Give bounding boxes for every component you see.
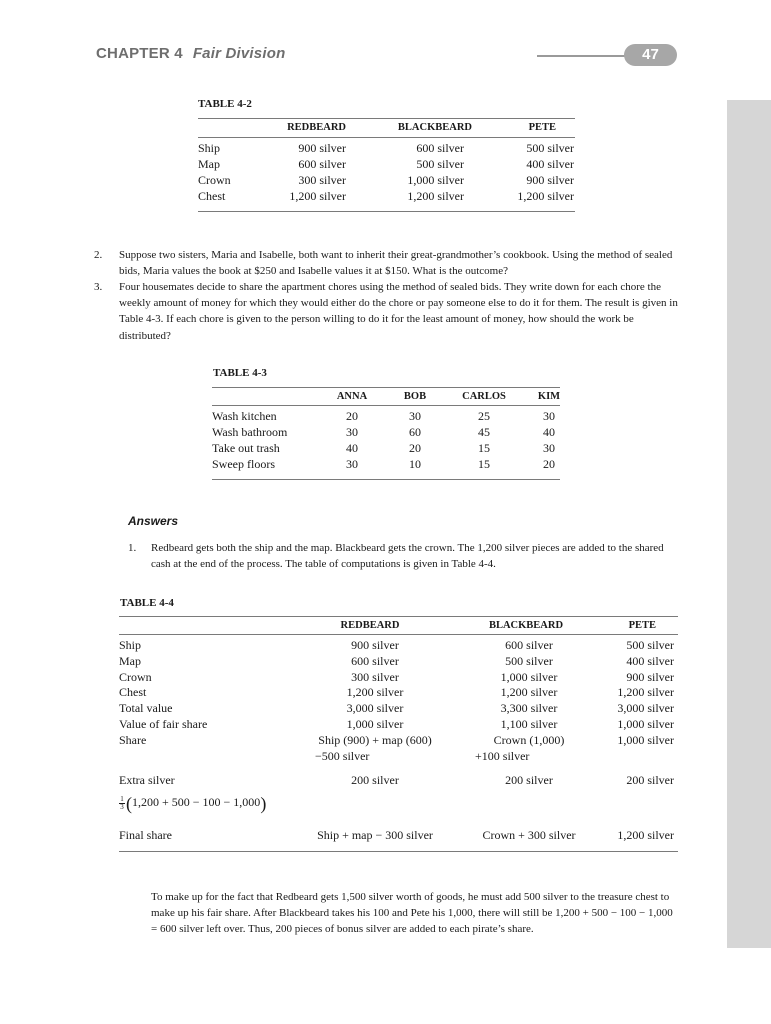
open-paren: ( (126, 793, 132, 814)
fraction (119, 796, 125, 811)
cell: 300 silver (351, 669, 399, 684)
answers-heading: Answers (128, 514, 179, 528)
table-row (212, 424, 560, 440)
row-label: Take out trash (212, 441, 280, 455)
table-row (212, 440, 560, 456)
table-4-2-label: TABLE 4-2 (198, 98, 252, 110)
problem-3-text: Four housemates decide to share the apartment chores using the method of sealed bids. They write down for each chore the weekly amount of money for which they would either do the chore or pay someone else to do it for them. The result is given in Table 4-3. If each chore is given to the person willing to do it for the least amount of money, how should the work be distributed? (119, 281, 678, 342)
table-row (119, 732, 678, 748)
table-4-2-col-redbeard: REDBEARD (287, 122, 346, 133)
table-row (119, 772, 678, 788)
cell: 1,200 silver (346, 685, 404, 700)
table-4-2-col-pete: PETE (528, 122, 556, 133)
cell: 600 silver (505, 638, 553, 652)
cell: 1,200 silver (517, 189, 574, 203)
table-row (212, 456, 560, 472)
chapter-number: CHAPTER 4 (96, 45, 183, 62)
table-row (119, 669, 678, 685)
cell: 200 silver (351, 773, 399, 787)
page-number: 47 (624, 44, 677, 66)
page-margin-bar (727, 100, 771, 948)
cell: 3,300 silver (500, 701, 558, 716)
cell: 25 (478, 409, 490, 423)
table-row (198, 156, 575, 172)
row-label: Crown (119, 669, 152, 684)
table-4-3-head-rule (212, 405, 560, 406)
row-label: Map (198, 157, 220, 171)
cell: 30 (543, 441, 555, 455)
cell: Ship + map − 300 silver (317, 828, 433, 842)
cell: 10 (409, 457, 421, 471)
row-label: Map (119, 653, 141, 668)
cell: 200 silver (505, 773, 553, 787)
cell: 900 silver (351, 638, 399, 652)
problem-3-number: 3. (94, 281, 103, 293)
table-4-4-head-rule (119, 634, 678, 635)
row-label: Value of fair share (119, 716, 208, 731)
cell: 400 silver (526, 157, 574, 171)
fraction-denominator: 3 (120, 802, 124, 811)
table-4-4-top-rule (119, 616, 678, 617)
answer-1-number: 1. (128, 542, 137, 554)
cell: 1,200 silver (617, 685, 674, 700)
table-4-3-top-rule (212, 387, 560, 388)
row-label: Share (119, 732, 147, 747)
cell: 1,100 silver (500, 716, 558, 731)
cell: 15 (478, 457, 490, 471)
closing-paragraph: To make up for the fact that Redbeard gets 1,500 silver worth of goods, he must add 500 silver to the treasure chest to make up his fair share. After Blackbeard takes his 100 and Pete his 1,000, there will still be 1,200 + 500 − 100 − 1,000 = 600 silver left over. Thus, 200 pieces of bonus silver are added to each pirate’s share. (151, 891, 673, 936)
cell: 30 (409, 409, 421, 423)
row-label: Final share (119, 828, 172, 842)
extra-silver-formula (119, 793, 267, 814)
table-row (119, 748, 678, 764)
cell: 600 silver (298, 157, 346, 171)
answer-1-text: Redbeard gets both the ship and the map. Blackbeard gets the crown. The 1,200 silver pieces are added to the shared cash at the end of the process. The table of computations is given in Table 4-4. (151, 542, 664, 571)
cell: 1,200 silver (617, 828, 674, 842)
table-4-3-bottom-rule (212, 479, 560, 480)
table-4-2-col-blackbeard: BLACKBEARD (397, 122, 472, 133)
table-row (119, 653, 678, 669)
table-4-4-col-blackbeard: BLACKBEARD (488, 620, 564, 631)
table-4-2-head-rule (198, 137, 575, 138)
table-row (119, 684, 678, 700)
table-4-2-bottom-rule (198, 211, 575, 212)
table-4-4-body (119, 637, 678, 763)
cell: 40 (543, 425, 555, 439)
row-label: Total value (119, 701, 173, 716)
cell: 60 (409, 425, 421, 439)
row-label: Chest (119, 685, 147, 700)
row-label: Extra silver (119, 773, 175, 787)
table-4-3-body (212, 408, 560, 472)
table-row (198, 188, 575, 204)
table-4-3-col-bob: BOB (403, 391, 427, 402)
fraction-numerator: 1 (120, 794, 124, 803)
row-label: Wash bathroom (212, 425, 288, 439)
table-4-2-top-rule (198, 118, 575, 119)
cell: 900 silver (526, 173, 574, 187)
table-row (119, 827, 678, 843)
cell: 900 silver (298, 141, 346, 155)
table-4-3-col-kim: KIM (537, 391, 561, 402)
cell: 1,200 silver (500, 685, 558, 700)
cell: 500 silver (416, 157, 464, 171)
cell: 500 silver (505, 653, 553, 668)
cell: 500 silver (526, 141, 574, 155)
cell: 900 silver (626, 669, 674, 684)
cell: 30 (543, 409, 555, 423)
cell: 20 (409, 441, 421, 455)
cell: 3,000 silver (346, 701, 404, 716)
cell: 1,200 silver (407, 189, 464, 203)
cell: 400 silver (626, 653, 674, 668)
chapter-title: Fair Division (192, 45, 286, 62)
cell: 1,000 silver (500, 669, 558, 684)
cell: 1,200 silver (289, 189, 346, 203)
table-4-3-label: TABLE 4-3 (213, 367, 267, 379)
cell: 20 (543, 457, 555, 471)
table-row (198, 172, 575, 188)
cell: 600 silver (351, 653, 399, 668)
table-4-4-bottom-rule (119, 851, 678, 852)
table-row (119, 716, 678, 732)
cell: 40 (346, 441, 358, 455)
row-label: Sweep floors (212, 457, 275, 471)
cell: 20 (346, 409, 358, 423)
header-rule (537, 55, 629, 57)
cell: 30 (346, 425, 358, 439)
problem-2-number: 2. (94, 249, 103, 261)
cell: 15 (478, 441, 490, 455)
row-label: Wash kitchen (212, 409, 277, 423)
row-label: Ship (119, 638, 142, 652)
table-4-3-col-anna: ANNA (336, 391, 368, 402)
chapter-header (96, 45, 285, 62)
cell: 1,000 silver (617, 732, 674, 747)
cell: Ship (900) + map (600) (318, 732, 432, 747)
row-label: Crown (198, 173, 231, 187)
cell: 1,000 silver (407, 173, 464, 187)
table-4-2-body (198, 140, 575, 204)
table-row (212, 408, 560, 424)
table-row (119, 637, 678, 653)
formula-expression: 1,200 + 500 − 100 − 1,000 (132, 795, 261, 809)
table-4-4-label: TABLE 4-4 (120, 597, 174, 609)
table-row (119, 700, 678, 716)
cell: 600 silver (416, 141, 464, 155)
table-4-3-col-carlos: CARLOS (462, 391, 506, 402)
table-4-4-col-redbeard: REDBEARD (340, 620, 400, 631)
cell: +100 silver (475, 748, 530, 763)
cell: Crown (1,000) (493, 732, 565, 747)
cell: Crown + 300 silver (482, 828, 576, 842)
close-paren: ) (260, 793, 267, 814)
cell: 1,000 silver (617, 716, 674, 731)
row-label: Chest (198, 189, 226, 203)
problem-2-text: Suppose two sisters, Maria and Isabelle, both want to inherit their great-grandmother’s cookbook. Using the method of sealed bids, Maria values the book at $250 and Isabelle values it at $150. What is the outcome? (119, 249, 673, 278)
table-row (198, 140, 575, 156)
cell: 1,000 silver (346, 716, 404, 731)
cell: 30 (346, 457, 358, 471)
cell: 500 silver (626, 638, 674, 652)
cell: 3,000 silver (617, 701, 674, 716)
cell: 200 silver (626, 773, 674, 787)
cell: 300 silver (298, 173, 346, 187)
row-label: Ship (198, 141, 221, 155)
cell: 45 (478, 425, 490, 439)
cell: −500 silver (315, 748, 370, 763)
table-4-4-col-pete: PETE (628, 620, 656, 631)
